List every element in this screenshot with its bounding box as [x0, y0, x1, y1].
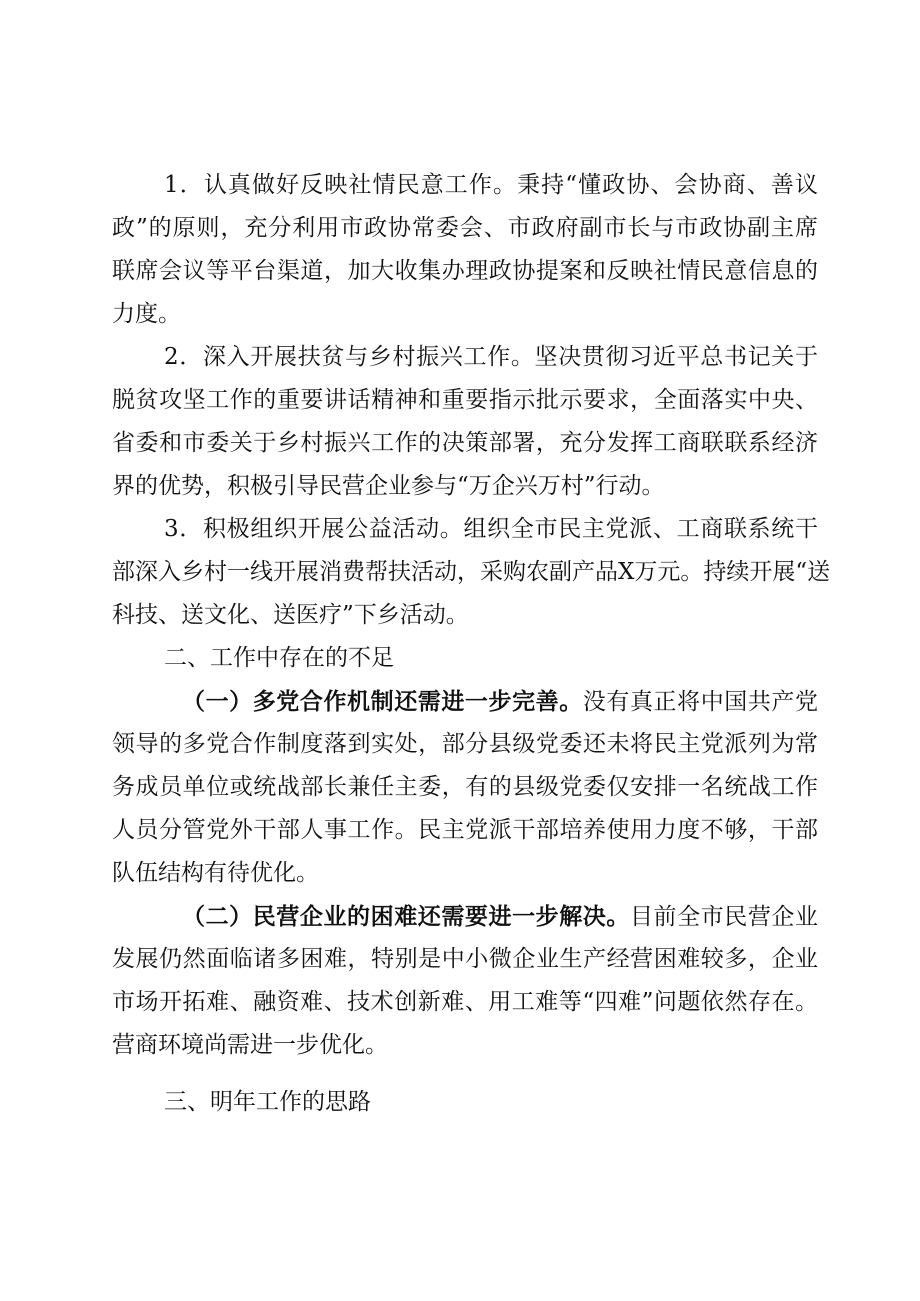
item2-line4: 界的优势，积极引导民营企业参与“万企兴万村”行动。 [112, 473, 665, 499]
item3-line1: 3．积极组织开展公益活动。组织全市民主党派、工商联系统干 [164, 516, 818, 542]
sub1-line5: 队伍结构有待优化。 [112, 860, 319, 886]
sub2-line3: 市场开拓难、融资难、技术创新难、用工难等“四难”问题依然存在。 [112, 989, 818, 1015]
sub1-line1 [112, 683, 818, 721]
sub2-title: （二）民营企业的困难还需要进一步解决。 [182, 903, 630, 930]
sub2-line4: 营商环境尚需进一步优化。 [112, 1032, 388, 1058]
item1-line2: 政”的原则，充分利用市政协常委会、市政府副市长与市政协副主席 [112, 215, 818, 241]
sub1-line1-rest: 没有真正将中国共产党 [582, 689, 819, 715]
item2-line1: 2．深入开展扶贫与乡村振兴工作。坚决贯彻习近平总书记关于 [164, 344, 818, 370]
sub2-line1 [112, 898, 818, 936]
section-heading-3: 三、明年工作的思路 [164, 1089, 371, 1115]
item1-line4: 力度。 [112, 301, 181, 327]
section-heading-2: 二、工作中存在的不足 [164, 645, 394, 671]
sub2-line2: 发展仍然面临诸多困难，特别是中小微企业生产经营困难较多，企业 [112, 946, 818, 972]
sub1-title: （一）多党合作机制还需进一步完善。 [182, 688, 583, 715]
sub2-line1-rest: 目前全市民营企业 [629, 904, 819, 930]
sub1-line3: 务成员单位或统战部长兼任主委，有的县级党委仅安排一名统战工作 [112, 774, 818, 800]
item2-line3: 省委和市委关于乡村振兴工作的决策部署，充分发挥工商联联系经济 [112, 430, 818, 456]
item3-line3: 科技、送文化、送医疗”下乡活动。 [112, 602, 469, 628]
sub1-line2: 领导的多党合作制度落到实处，部分县级党委还未将民主党派列为常 [112, 731, 818, 757]
item1-line1: 1．认真做好反映社情民意工作。秉持“懂政协、会协商、善议 [164, 172, 818, 198]
item2-line2: 脱贫攻坚工作的重要讲话精神和重要指示批示要求，全面落实中央、 [112, 387, 818, 413]
item1-line3: 联席会议等平台渠道，加大收集办理政协提案和反映社情民意信息的 [112, 258, 818, 284]
sub1-line4: 人员分管党外干部人事工作。民主党派干部培养使用力度不够，干部 [112, 817, 818, 843]
item3-line2: 部深入乡村一线开展消费帮扶活动，采购农副产品X万元。持续开展“送 [112, 559, 831, 585]
